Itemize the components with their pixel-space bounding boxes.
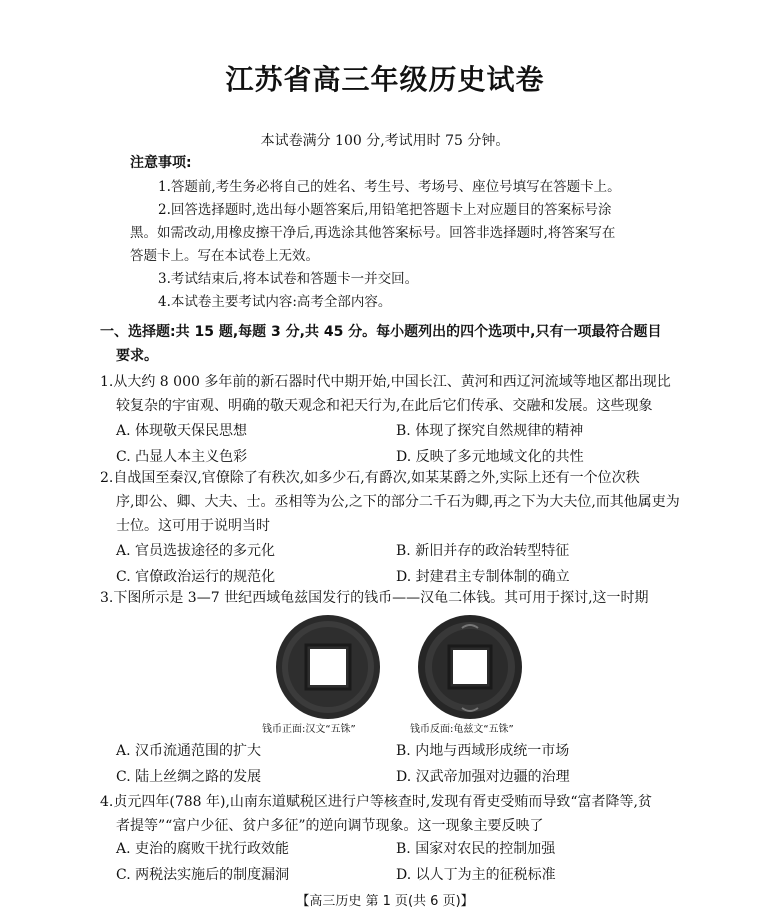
option-a[interactable]: A. 吏治的腐败干扰行政效能 bbox=[116, 841, 290, 857]
coin-front-image bbox=[276, 615, 380, 719]
question-1 bbox=[100, 370, 680, 418]
option-b[interactable]: B. 体现了探究自然规律的精神 bbox=[396, 423, 584, 439]
question-text: 较复杂的宇宙观、明确的敬天观念和祀天行为,在此后它们传承、交融和发展。这些现象 bbox=[116, 398, 653, 414]
coin-front-caption: 钱币正面:汉文“五铢” bbox=[262, 724, 356, 735]
coin-back-caption: 钱币反面:龟兹文“五铢” bbox=[410, 724, 514, 735]
question-text: 士位。这可用于说明当时 bbox=[116, 518, 270, 534]
option-b[interactable]: B. 新旧并存的政治转型特征 bbox=[396, 543, 570, 559]
coin-images bbox=[270, 610, 530, 725]
option-b[interactable]: B. 国家对农民的控制加强 bbox=[396, 841, 556, 857]
notice-item: 1.答题前,考生务必将自己的姓名、考生号、考场号、座位号填写在答题卡上。 bbox=[158, 179, 621, 195]
notice-item: 4.本试卷主要考试内容:高考全部内容。 bbox=[158, 294, 392, 310]
question-text: 2.自战国至秦汉,官僚除了有秩次,如多少石,有爵次,如某某爵之外,实际上还有一个位次秩 bbox=[100, 470, 640, 486]
notice-item: 答题卡上。写在本试卷上无效。 bbox=[130, 248, 319, 264]
question-text: 4.贞元四年(788 年),山南东道赋税区进行户等核查时,发现有胥吏受贿而导致“富者降等,贫 bbox=[100, 794, 652, 810]
option-c[interactable]: C. 两税法实施后的制度漏洞 bbox=[116, 867, 290, 883]
notice-heading: 注意事项: bbox=[130, 155, 192, 171]
option-c[interactable]: C. 凸显人本主义色彩 bbox=[116, 449, 248, 465]
option-d[interactable]: D. 封建君主专制体制的确立 bbox=[396, 569, 570, 585]
section-heading-line: 要求。 bbox=[116, 348, 158, 364]
option-a[interactable]: A. 官员选拔途径的多元化 bbox=[116, 543, 276, 559]
option-b[interactable]: B. 内地与西域形成统一市场 bbox=[396, 743, 570, 759]
page-title: 江苏省高三年级历史试卷 bbox=[225, 63, 545, 96]
notice-item: 黑。如需改动,用橡皮擦干净后,再选涂其他答案标号。回答非选择题时,将答案写在 bbox=[130, 225, 616, 241]
question-4-options bbox=[116, 836, 676, 888]
question-4 bbox=[100, 790, 680, 838]
coin-back-image bbox=[418, 615, 522, 719]
question-1-options bbox=[116, 418, 676, 470]
question-3 bbox=[100, 586, 680, 610]
option-a[interactable]: A. 汉币流通范围的扩大 bbox=[116, 743, 262, 759]
option-c[interactable]: C. 官僚政治运行的规范化 bbox=[116, 569, 276, 585]
question-text: 3.下图所示是 3—7 世纪西域龟兹国发行的钱币——汉龟二体钱。其可用于探讨,这一时期 bbox=[100, 590, 649, 606]
notice-item: 3.考试结束后,将本试卷和答题卡一并交回。 bbox=[158, 271, 419, 287]
exam-info: 本试卷满分 100 分,考试用时 75 分钟。 bbox=[260, 133, 510, 149]
section-heading-line: 一、选择题:共 15 题,每题 3 分,共 45 分。每小题列出的四个选项中,只有一项最符合题目 bbox=[100, 324, 662, 340]
option-d[interactable]: D. 反映了多元地域文化的共性 bbox=[396, 449, 584, 465]
question-text: 者提等”“富户少征、贫户多征”的逆向调节现象。这一现象主要反映了 bbox=[116, 818, 544, 834]
option-d[interactable]: D. 汉武帝加强对边疆的治理 bbox=[396, 769, 570, 785]
option-c[interactable]: C. 陆上丝绸之路的发展 bbox=[116, 769, 262, 785]
question-text: 1.从大约 8 000 多年前的新石器时代中期开始,中国长江、黄河和西辽河流域等地区都出现比 bbox=[100, 374, 671, 390]
notice-item: 2.回答选择题时,选出每小题答案后,用铅笔把答题卡上对应题目的答案标号涂 bbox=[158, 202, 612, 218]
section-heading bbox=[100, 320, 680, 368]
question-2 bbox=[100, 466, 680, 538]
option-a[interactable]: A. 体现敬天保民思想 bbox=[116, 423, 248, 439]
question-2-options bbox=[116, 538, 676, 590]
question-3-options bbox=[116, 738, 676, 790]
question-text: 序,即公、卿、大夫、士。丞相等为公,之下的部分二千石为卿,再之下为大夫位,而其他属吏为 bbox=[116, 494, 680, 510]
page-footer: 【高三历史 第 1 页(共 6 页)】 bbox=[296, 894, 474, 909]
notice-list bbox=[130, 176, 650, 314]
option-d[interactable]: D. 以人丁为主的征税标准 bbox=[396, 867, 556, 883]
